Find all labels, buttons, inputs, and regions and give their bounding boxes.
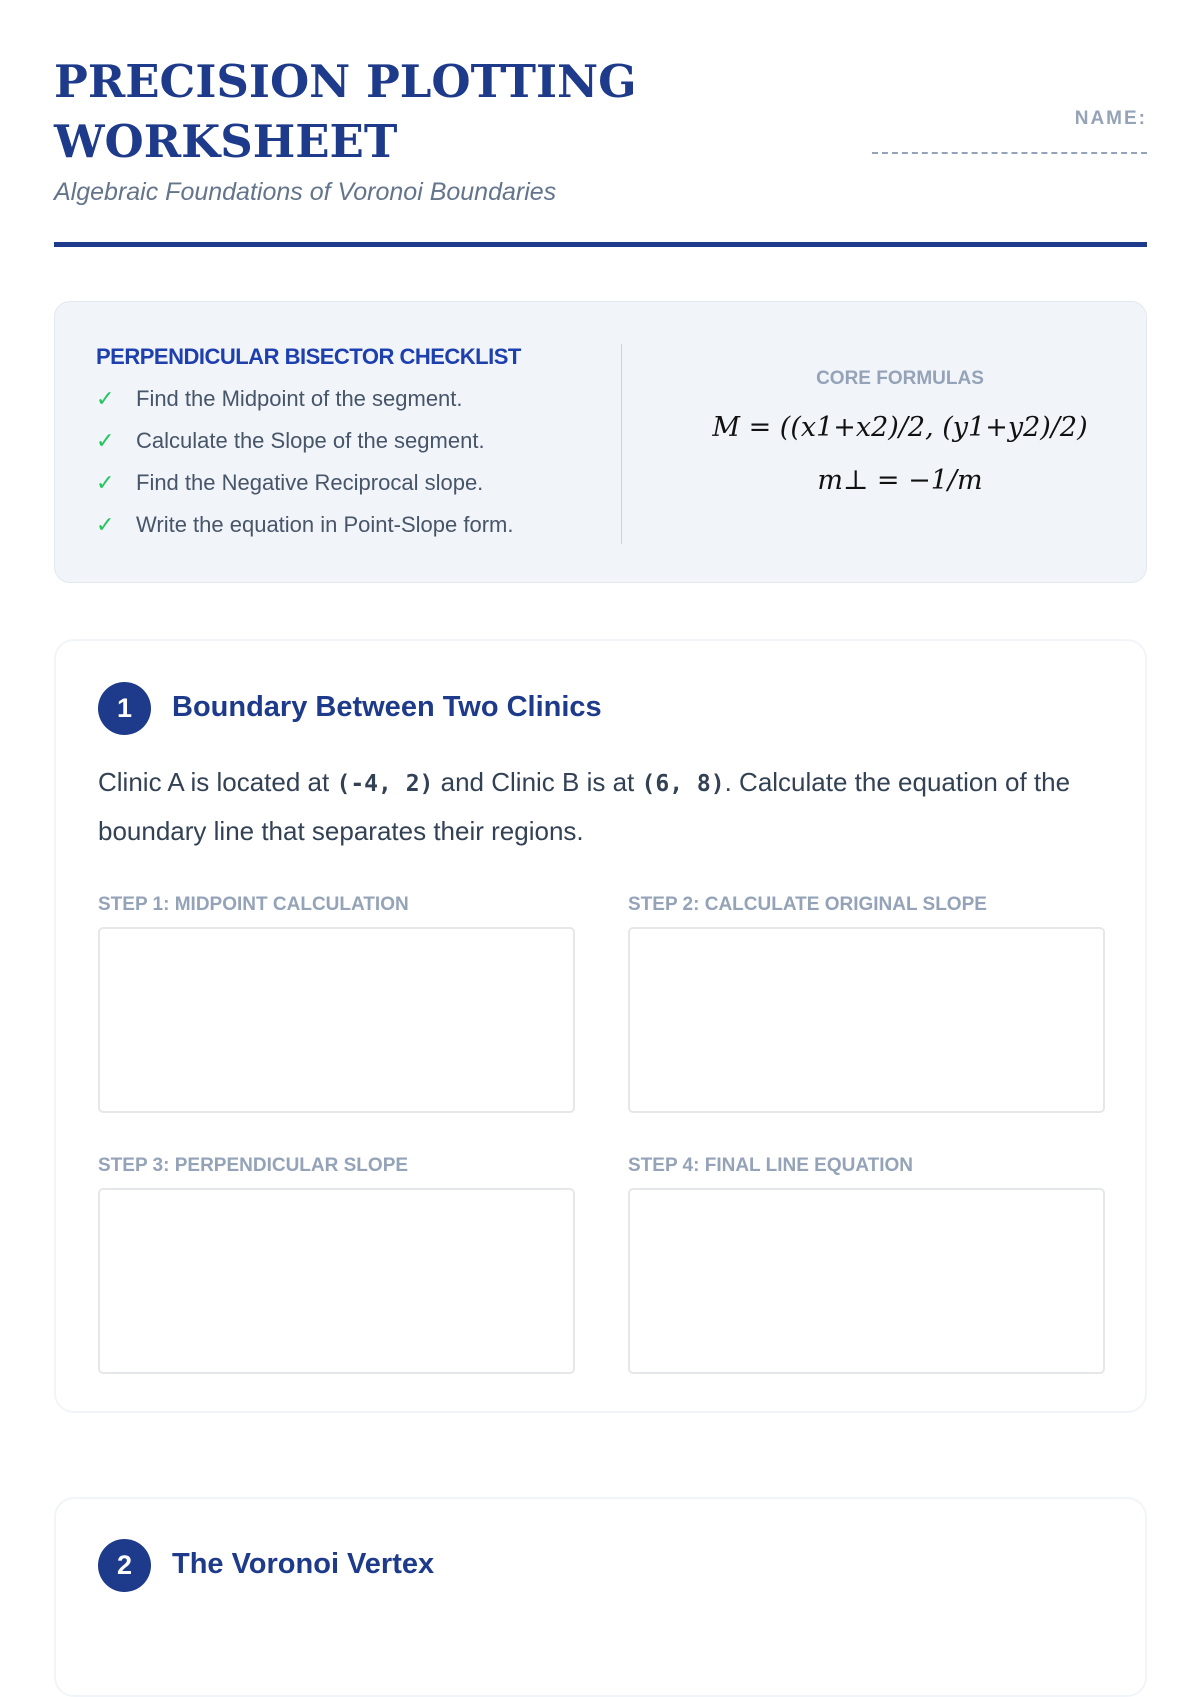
check-icon: ✓ <box>96 470 115 495</box>
step-4-label: STEP 4: FINAL LINE EQUATION <box>628 1155 914 1176</box>
checklist-item-label: Find the Midpoint of the segment. <box>136 386 463 411</box>
divider <box>621 344 622 544</box>
clinic-a-point: (-4, 2) <box>336 771 434 797</box>
midpoint-formula: M = ((x1+x2)/2, (y1+y2)/2) <box>712 412 1088 443</box>
worksheet-header <box>54 52 1147 247</box>
section-title: The Voronoi Vertex <box>172 1548 435 1580</box>
step-3-label: STEP 3: PERPENDICULAR SLOPE <box>98 1155 409 1176</box>
check-icon: ✓ <box>96 512 115 537</box>
checklist-title: PERPENDICULAR BISECTOR CHECKLIST <box>96 344 521 369</box>
name-label: NAME: <box>1074 108 1147 129</box>
step-1-answer-box[interactable] <box>98 927 575 1113</box>
page-title: PRECISION PLOTTING WORKSHEET <box>54 55 637 168</box>
problem-card-2 <box>54 1497 1147 1697</box>
checklist-item <box>96 470 521 496</box>
problem-card-1 <box>54 639 1147 1413</box>
problem-text-part: . Calculate the equation of the boundary line that separates their regions. <box>98 767 1071 846</box>
section-number-badge: 1 <box>98 682 151 735</box>
checklist-item-label: Write the equation in Point-Slope form. <box>136 512 514 537</box>
name-line[interactable] <box>872 152 1147 154</box>
step-2-label: STEP 2: CALCULATE ORIGINAL SLOPE <box>628 894 987 915</box>
checklist-panel <box>54 301 1147 583</box>
checklist-item <box>96 512 521 538</box>
perpendicular-slope-formula: m⊥ = −1/m <box>817 465 983 496</box>
step-2-answer-box[interactable] <box>628 927 1105 1113</box>
problem-text-part: Clinic A is located at <box>98 767 337 797</box>
page-subtitle: Algebraic Foundations of Voronoi Boundaries <box>54 178 557 206</box>
checklist-item <box>96 428 521 454</box>
section-title: Boundary Between Two Clinics <box>172 691 602 723</box>
problem-text <box>98 759 1108 855</box>
step-1-label: STEP 1: MIDPOINT CALCULATION <box>98 894 409 915</box>
check-icon: ✓ <box>96 428 115 453</box>
core-formulas <box>655 368 1145 496</box>
clinic-b-point: (6, 8) <box>641 771 725 797</box>
check-icon: ✓ <box>96 386 115 411</box>
problem-text-part: and Clinic B is at <box>433 767 642 797</box>
section-number-badge: 2 <box>98 1539 151 1592</box>
checklist-item-label: Calculate the Slope of the segment. <box>136 428 485 453</box>
formulas-title: CORE FORMULAS <box>816 368 984 389</box>
step-3-answer-box[interactable] <box>98 1188 575 1374</box>
name-field[interactable] <box>872 108 1147 154</box>
checklist-item <box>96 386 521 412</box>
checklist-item-label: Find the Negative Reciprocal slope. <box>136 470 484 495</box>
step-4-answer-box[interactable] <box>628 1188 1105 1374</box>
